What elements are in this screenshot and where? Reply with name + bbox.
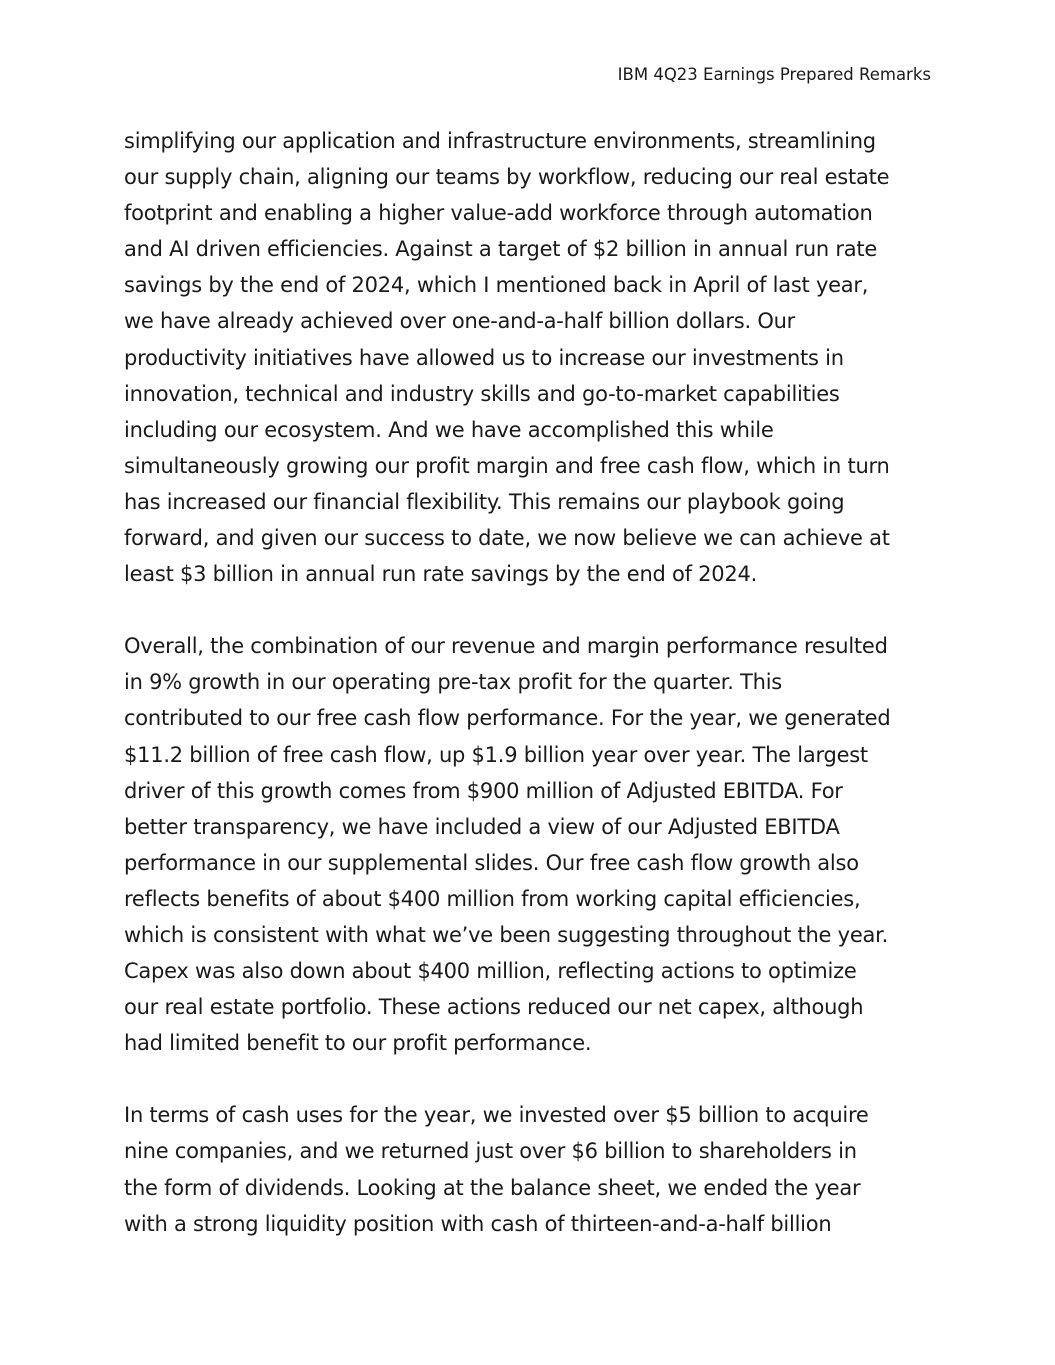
text-line: in 9% growth in our operating pre-tax profit for the quarter. This <box>124 670 782 695</box>
text-line: innovation, technical and industry skills and go-to-market capabilities <box>124 381 840 406</box>
paragraph-free-cash-flow <box>124 628 944 1061</box>
text-line: nine companies, and we returned just over $6 billion to shareholders in <box>124 1139 857 1164</box>
running-header: IBM 4Q23 Earnings Prepared Remarks <box>617 65 931 84</box>
text-line: $11.2 billion of free cash flow, up $1.9 billion year over year. The largest <box>124 742 868 767</box>
text-line: driver of this growth comes from $900 million of Adjusted EBITDA. For <box>124 778 843 803</box>
text-line: and AI driven efficiencies. Against a target of $2 billion in annual run rate <box>124 237 878 262</box>
text-line: Capex was also down about $400 million, reflecting actions to optimize <box>124 959 857 984</box>
text-line: footprint and enabling a higher value-add workforce through automation <box>124 201 873 226</box>
text-line: least $3 billion in annual run rate savings by the end of 2024. <box>124 562 758 587</box>
text-line: better transparency, we have included a view of our Adjusted EBITDA <box>124 814 840 839</box>
text-line: simplifying our application and infrastructure environments, streamlining <box>124 129 876 153</box>
text-line: we have already achieved over one-and-a-half billion dollars. Our <box>124 309 796 334</box>
paragraph-cash-uses <box>124 1097 944 1241</box>
text-line: contributed to our free cash flow performance. For the year, we generated <box>124 706 891 731</box>
body-text <box>124 123 944 1278</box>
text-line: our real estate portfolio. These actions reduced our net capex, although <box>124 995 864 1020</box>
text-line: our supply chain, aligning our teams by workflow, reducing our real estate <box>124 165 890 190</box>
text-line: with a strong liquidity position with cash of thirteen-and-a-half billion <box>124 1211 832 1236</box>
text-line: the form of dividends. Looking at the balance sheet, we ended the year <box>124 1175 861 1200</box>
text-line: performance in our supplemental slides. Our free cash flow growth also <box>124 850 859 875</box>
text-line: Overall, the combination of our revenue and margin performance resulted <box>124 634 888 659</box>
text-line: forward, and given our success to date, we now believe we can achieve at <box>124 526 890 551</box>
paragraph-cost-savings <box>124 123 944 592</box>
text-line: simultaneously growing our profit margin and free cash flow, which in turn <box>124 453 890 478</box>
text-line: savings by the end of 2024, which I mentioned back in April of last year, <box>124 273 869 298</box>
text-line: had limited benefit to our profit performance. <box>124 1031 592 1056</box>
text-line: has increased our financial flexibility. This remains our playbook going <box>124 489 845 514</box>
text-line: reflects benefits of about $400 million from working capital efficiencies, <box>124 886 861 911</box>
text-line: including our ecosystem. And we have accomplished this while <box>124 417 774 442</box>
text-line: which is consistent with what we’ve been suggesting throughout the year. <box>124 922 889 947</box>
text-line: productivity initiatives have allowed us to increase our investments in <box>124 345 844 370</box>
text-line: In terms of cash uses for the year, we invested over $5 billion to acquire <box>124 1103 869 1128</box>
